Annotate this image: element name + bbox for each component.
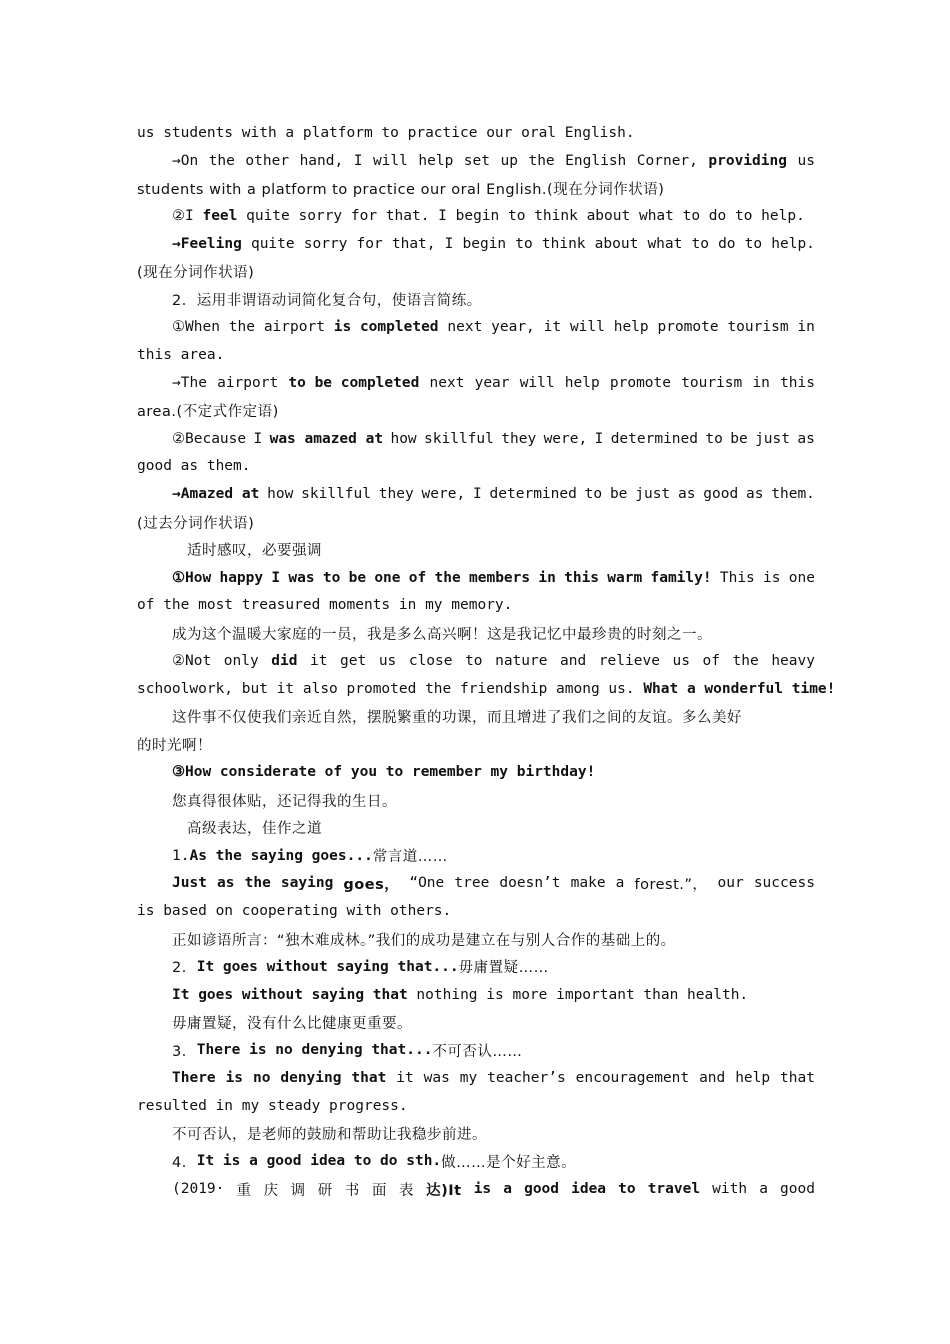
text-run: good [780, 1181, 815, 1198]
text-line [137, 286, 815, 314]
text-run: 不可否认…… [432, 1043, 523, 1060]
text-run: the [732, 653, 759, 670]
text-run: Corner, [636, 152, 698, 169]
text-run: only [223, 653, 259, 670]
text-run: other [245, 152, 290, 169]
text-run: help [418, 152, 454, 169]
text-run: I [353, 152, 363, 169]
text-run: begin [462, 236, 507, 253]
text-run: a [615, 875, 625, 892]
text-run: the [228, 319, 255, 336]
text-run: 这件事不仅使我们亲近自然，摆脱繁重的功课，而且增进了我们之间的友谊。多么美好 [172, 710, 742, 727]
bold-phrase: was amazed at [269, 430, 384, 447]
bold-phrase: be [348, 569, 367, 586]
bold-phrase: to be completed [288, 375, 420, 392]
text-run: hand, [299, 152, 344, 169]
bold-phrase: goes， [343, 876, 400, 893]
text-run: that, [391, 236, 436, 253]
text-line [137, 1064, 815, 1092]
text-run: promote [609, 375, 671, 392]
text-run: skillful [301, 486, 371, 503]
text-run: us [797, 152, 815, 169]
text-run: that [780, 1069, 815, 1086]
text-run: just [635, 486, 671, 503]
text-run: 3． [172, 1043, 197, 1060]
text-line [137, 592, 815, 620]
text-line [137, 981, 815, 1009]
text-run: will [569, 319, 605, 336]
text-run: I [594, 430, 604, 447]
text-run: will [372, 152, 408, 169]
text-run: 2． [172, 960, 197, 977]
text-run: year, [491, 319, 535, 336]
text-run: nothing is more important than health. [407, 986, 749, 1003]
text-run: (现在分词作状语) [137, 265, 255, 282]
text-line [137, 341, 815, 369]
text-run: success [753, 875, 815, 892]
text-run: the [528, 152, 555, 169]
bold-phrase: providing [708, 152, 787, 169]
text-line [137, 369, 815, 397]
text-run: one [788, 569, 815, 586]
text-run: to [744, 236, 763, 253]
text-run: next [447, 319, 483, 336]
text-run: skillful [424, 430, 494, 447]
bold-phrase: good [524, 1181, 560, 1198]
text-run: “One [409, 875, 445, 892]
text-run: 高级表达，佳作之道 [187, 821, 322, 838]
text-line [137, 1092, 815, 1120]
bold-phrase: is completed [333, 319, 439, 336]
text-run: 常言道…… [372, 849, 448, 866]
bold-phrase: to [322, 569, 341, 586]
bold-phrase: Just [172, 875, 207, 892]
text-run: be [609, 486, 628, 503]
text-line [137, 814, 815, 842]
text-run: 庆 [263, 1182, 279, 1199]
text-run: up [500, 152, 518, 169]
text-run: 调 [290, 1182, 306, 1199]
text-line [137, 731, 815, 759]
text-run: →The [172, 375, 207, 392]
text-line [137, 870, 815, 898]
text-line [137, 508, 815, 536]
text-run: help [613, 319, 649, 336]
text-run: 成为这个温暖大家庭的一员，我是多么高兴啊！这是我记忆中最珍贵的时刻之一。 [172, 626, 712, 643]
text-run: schoolwork, but it also promoted the friendship among us. [137, 680, 644, 697]
text-line [137, 1036, 815, 1064]
text-run: ②Because [172, 430, 247, 447]
text-run: as [745, 486, 764, 503]
text-line [137, 314, 815, 342]
bold-phrase: idea [571, 1181, 607, 1198]
text-line [137, 258, 815, 286]
text-run: help. [771, 236, 815, 253]
text-run: 2．运用非谓语动词简化复合句，使语言简练。 [172, 293, 482, 310]
text-run: area.(不定式作定语) [137, 404, 279, 421]
bold-phrase: the [244, 875, 271, 892]
text-run: help [564, 375, 600, 392]
bold-phrase: denying [280, 1069, 342, 1086]
bold-phrase: was [288, 569, 315, 586]
bold-phrase: →Amazed at [172, 486, 260, 503]
text-run: think [541, 236, 586, 253]
text-run: determined [489, 486, 577, 503]
text-run: promote [657, 319, 719, 336]
text-line [137, 619, 815, 647]
text-run: airport [217, 375, 279, 392]
text-run: tourism [681, 375, 743, 392]
text-run: what [647, 236, 683, 253]
text-run: determined [610, 430, 699, 447]
text-run: I [253, 430, 263, 447]
text-line [137, 564, 815, 592]
text-run: as [797, 430, 815, 447]
text-run: get [340, 653, 367, 670]
bold-phrase: feel [202, 208, 238, 225]
text-run: a [759, 1181, 768, 1198]
text-run: for [356, 236, 383, 253]
bold-phrase: family! [650, 569, 712, 586]
bold-phrase: What a wonderful time! [643, 680, 836, 697]
text-run: make [570, 875, 606, 892]
text-run: they [501, 430, 537, 447]
bold-phrase: as [217, 875, 235, 892]
text-run: were, [543, 430, 588, 447]
text-run: teacher’s [487, 1069, 566, 1086]
text-line [137, 453, 815, 481]
bold-phrase: →Feeling [172, 236, 242, 253]
text-run: will [519, 375, 555, 392]
text-run: tourism [727, 319, 789, 336]
text-run: is [763, 569, 781, 586]
bold-phrase: no [252, 1069, 271, 1086]
text-line [137, 786, 815, 814]
bold-phrase: did [271, 653, 298, 670]
text-run: of [702, 653, 720, 670]
text-run: encouragement [575, 1069, 690, 1086]
text-line [137, 480, 815, 508]
text-run: I [473, 486, 482, 503]
bold-phrase: of [408, 569, 427, 586]
bold-phrase: is [473, 1181, 492, 1198]
text-run: English [565, 152, 627, 169]
text-run: and [560, 653, 587, 670]
bold-phrase: saying [280, 875, 334, 892]
text-line [137, 758, 815, 786]
text-run: them. [771, 486, 815, 503]
text-run: 适时感叹，必要强调 [187, 543, 322, 560]
text-run: help [735, 1069, 771, 1086]
text-run: it [310, 653, 328, 670]
bold-phrase: It goes without saying that [172, 986, 408, 1003]
text-run: 的时光啊！ [137, 737, 212, 754]
text-run: is based on cooperating with others. [137, 903, 452, 920]
text-run: →On [172, 152, 199, 169]
text-line [137, 675, 836, 703]
text-run: ②Not [172, 653, 212, 670]
text-run: with [712, 1181, 748, 1198]
text-line [137, 1120, 815, 1148]
text-run: good as them. [137, 458, 251, 475]
bold-phrase: travel [647, 1181, 701, 1198]
text-run: nature [495, 653, 548, 670]
text-line [137, 703, 815, 731]
bold-phrase: It is a good idea to do sth. [196, 1153, 442, 1170]
text-run: this area. [137, 347, 225, 364]
text-line [137, 175, 815, 203]
text-run: our [717, 875, 744, 892]
text-run: to [584, 486, 603, 503]
text-run: 毋庸置疑，没有什么比健康更重要。 [172, 1015, 412, 1032]
bold-phrase: the [434, 569, 461, 586]
text-run: how [390, 430, 417, 447]
bold-phrase: ①How [172, 569, 212, 586]
document-page [137, 119, 836, 1203]
text-run: (2019· [172, 1181, 225, 1198]
bold-phrase: members [469, 569, 531, 586]
bold-phrase: happy [219, 569, 264, 586]
text-run: 1. [172, 847, 190, 864]
text-run: quite sorry for that. I begin to think about what to do to help. [237, 208, 805, 225]
bold-phrase: one [374, 569, 401, 586]
text-run: relieve [598, 653, 660, 670]
text-run: close [408, 653, 453, 670]
bold-phrase: I [271, 569, 281, 586]
text-run: ②I [172, 208, 203, 225]
text-run: heavy [771, 653, 815, 670]
text-run: us [378, 653, 397, 670]
text-line [137, 230, 815, 258]
bold-phrase: There is no denying that... [196, 1042, 433, 1059]
text-line [137, 147, 815, 175]
text-run: it [543, 319, 562, 336]
text-run: year [474, 375, 510, 392]
text-run: this [780, 375, 815, 392]
text-line [137, 119, 815, 147]
text-run: 做……是个好主意。 [441, 1154, 577, 1171]
text-line [137, 1009, 815, 1037]
text-run: and [699, 1069, 726, 1086]
text-line [137, 536, 815, 564]
text-run: us [672, 653, 690, 670]
text-run: were, [421, 486, 466, 503]
text-run: next [429, 375, 465, 392]
text-run: in [752, 375, 770, 392]
text-run: in [797, 319, 815, 336]
text-run: as [677, 486, 696, 503]
text-run: doesn’t [499, 875, 561, 892]
text-run: do [718, 236, 736, 253]
text-run: (过去分词作状语) [137, 515, 255, 532]
text-run: of the most treasured moments in my memory. [137, 597, 513, 614]
text-run: be [730, 430, 748, 447]
text-run: 面 [371, 1182, 387, 1199]
text-run: This [719, 569, 755, 586]
text-run: how [267, 486, 294, 503]
text-run: students with a platform to practice our oral English.(现在分词作状语) [137, 181, 665, 198]
text-run: to [465, 653, 483, 670]
text-run: 正如谚语所言：“独木难成林。”我们的成功是建立在与别人合作的基础上的。 [172, 932, 676, 949]
bold-phrase: It goes without saying that... [196, 958, 459, 975]
text-run: the [208, 152, 235, 169]
text-run: airport [263, 319, 325, 336]
text-run: I [444, 236, 454, 253]
text-line [137, 953, 815, 981]
bold-phrase: a [503, 1181, 512, 1198]
text-run: it [396, 1069, 414, 1086]
text-run: 研 [317, 1182, 333, 1199]
text-line [137, 425, 815, 453]
text-run: good [703, 486, 739, 503]
text-run: forest.”， [634, 876, 708, 893]
bold-phrase: As the saying goes... [189, 847, 373, 864]
text-run: 您真得很体贴，还记得我的生日。 [172, 793, 397, 810]
text-run: about [594, 236, 639, 253]
bold-phrase: ③How considerate of you to remember my birthday! [172, 764, 596, 781]
bold-phrase: There [172, 1069, 216, 1086]
text-run: was [423, 1069, 450, 1086]
text-run: 4． [172, 1154, 197, 1171]
bold-phrase: in [538, 569, 556, 586]
text-run: 重 [236, 1182, 252, 1199]
text-run: 不可否认，是老师的鼓励和帮助让我稳步前进。 [172, 1127, 487, 1144]
text-run: quite [250, 236, 295, 253]
text-run: to [515, 236, 533, 253]
text-line [137, 925, 815, 953]
text-run: to [691, 236, 709, 253]
text-line [137, 647, 815, 675]
text-line [137, 1175, 815, 1203]
text-run: tree [454, 875, 490, 892]
text-line [137, 897, 815, 925]
text-line [137, 202, 815, 230]
text-line [137, 842, 815, 870]
text-run: to [705, 430, 723, 447]
text-run: ①When [172, 319, 220, 336]
text-run: 书 [344, 1182, 360, 1199]
bold-phrase: that [351, 1069, 387, 1086]
text-line [137, 1147, 815, 1175]
text-run: us students with a platform to practice our oral English. [137, 124, 635, 141]
bold-phrase: warm [607, 569, 643, 586]
text-run: sorry [303, 236, 348, 253]
bold-phrase: 达)It [426, 1182, 462, 1199]
bold-phrase: this [564, 569, 600, 586]
text-run: just [755, 430, 790, 447]
text-run: 表 [399, 1182, 415, 1199]
text-run: set [463, 152, 490, 169]
text-run: resulted in my steady progress. [137, 1097, 408, 1114]
text-line [137, 397, 815, 425]
bold-phrase: is [225, 1069, 244, 1086]
text-run: they [378, 486, 414, 503]
text-run: my [459, 1069, 478, 1086]
text-run: 毋庸置疑…… [458, 960, 549, 977]
bold-phrase: to [618, 1181, 636, 1198]
